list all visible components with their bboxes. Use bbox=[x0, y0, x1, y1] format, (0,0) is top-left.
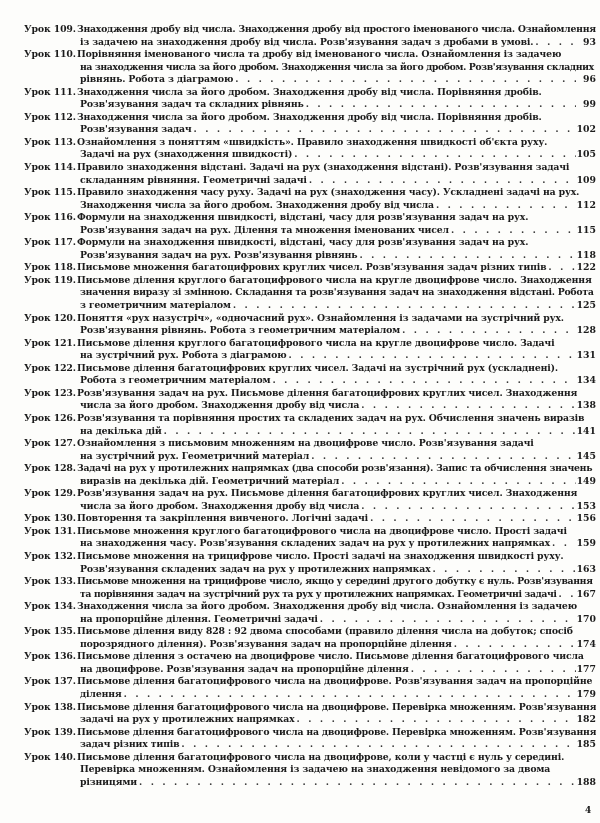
title-last-line bbox=[77, 375, 596, 388]
toc-entry bbox=[24, 338, 596, 363]
page-ref: 167 bbox=[576, 588, 596, 600]
title-last-line bbox=[77, 589, 596, 602]
title-last-line bbox=[77, 739, 596, 752]
title-line: Письмове ділення багатоцифрового числа на двоцифрове. Перевірка множенням. Розв'язування bbox=[77, 726, 596, 738]
lesson-label: Урок 126. bbox=[24, 412, 76, 424]
dot-leader bbox=[270, 375, 576, 388]
title-last-line bbox=[77, 513, 596, 526]
title-line: Розв'язування задач на рух. Письмове ділення багатоцифрових круглих чисел. Знаходження bbox=[77, 387, 578, 399]
toc-entry bbox=[24, 87, 596, 112]
lesson-title bbox=[77, 275, 596, 313]
lesson-title bbox=[77, 752, 596, 790]
dot-leader bbox=[368, 513, 576, 526]
lesson-title bbox=[77, 727, 596, 752]
title-last-line bbox=[77, 225, 596, 238]
dot-leader bbox=[449, 225, 576, 238]
title-line: задачі на рух у протилежних напрямках bbox=[80, 714, 295, 726]
title-last-line bbox=[77, 639, 596, 652]
title-line: Перевірка множенням. Ознайомлення із задачею на знаходження невідомого за двома bbox=[80, 764, 551, 776]
lesson-title bbox=[77, 24, 596, 49]
title-line: Поняття «рух назустріч», «одночасний рух». Ознайомлення із задачами на зустрічний рух. bbox=[77, 312, 564, 324]
page-ref: 128 bbox=[576, 325, 596, 337]
dot-leader bbox=[533, 37, 576, 50]
page-ref: 141 bbox=[576, 425, 596, 437]
dot-leader bbox=[295, 714, 576, 727]
lesson-label: Урок 139. bbox=[24, 726, 76, 738]
title-last-line bbox=[77, 538, 596, 551]
dot-leader bbox=[192, 124, 576, 137]
title-line: Ознайомлення з письмовим множенням на двоцифрове число. Розв'язування задачі bbox=[77, 438, 534, 450]
page-ref: 149 bbox=[576, 475, 596, 487]
lesson-label: Урок 135. bbox=[24, 626, 76, 638]
dot-leader bbox=[137, 777, 576, 790]
title-line: на зустрічний рух. Геометричний матеріал bbox=[80, 450, 310, 462]
lesson-title bbox=[77, 112, 596, 137]
page-ref: 96 bbox=[583, 74, 596, 86]
title-line: на знаходження числа за його дробом. Знаходження числа за його дробом. Розв'язування складних bbox=[80, 61, 594, 73]
title-last-line bbox=[77, 777, 596, 790]
lesson-label: Урок 117. bbox=[24, 237, 76, 249]
title-line: із задачею на знаходження дробу від числа. Розв'язування задач з дробами в умові. bbox=[80, 36, 534, 48]
dot-leader bbox=[431, 564, 577, 577]
page-ref: 145 bbox=[576, 450, 596, 462]
lesson-label: Урок 140. bbox=[24, 751, 76, 763]
toc-entry bbox=[24, 137, 596, 162]
lesson-title bbox=[77, 413, 596, 438]
page-number: 4 bbox=[585, 806, 592, 816]
title-last-line bbox=[77, 426, 596, 439]
dot-leader bbox=[452, 639, 576, 652]
page-ref: 105 bbox=[576, 149, 596, 161]
toc-entry bbox=[24, 388, 596, 413]
lesson-label: Урок 121. bbox=[24, 337, 76, 349]
page-ref: 163 bbox=[576, 563, 596, 575]
toc-entry bbox=[24, 112, 596, 137]
title-line: Письмове ділення круглого багатоцифрового числа на кругле двоцифрове число. Знаходження bbox=[77, 274, 592, 286]
page-ref: 134 bbox=[576, 375, 596, 387]
title-line: різницями bbox=[80, 776, 138, 788]
page-ref: 112 bbox=[576, 199, 596, 211]
title-line: Розв'язування задач на рух. Ділення та множення іменованих чисел bbox=[80, 224, 449, 236]
lesson-label: Урок 138. bbox=[24, 701, 76, 713]
title-last-line bbox=[77, 400, 596, 413]
page-ref: 188 bbox=[576, 776, 596, 788]
page-ref: 118 bbox=[576, 249, 596, 261]
toc-entry bbox=[24, 24, 596, 49]
lesson-title bbox=[77, 388, 596, 413]
title-line: Письмове ділення багатоцифрового числа на двоцифрове. Перевірка множенням. Розв'язування bbox=[77, 701, 596, 713]
lesson-label: Урок 118. bbox=[24, 262, 76, 274]
page-ref: 177 bbox=[576, 663, 596, 675]
lesson-title bbox=[77, 162, 596, 187]
lesson-label: Урок 110. bbox=[24, 49, 76, 61]
toc-entry bbox=[24, 513, 596, 526]
toc-entry bbox=[24, 752, 596, 790]
title-line: Ознайомлення з поняттям «швидкість». Правило знаходження швидкості об'єкта руху. bbox=[77, 136, 548, 148]
page-ref: 122 bbox=[576, 262, 596, 274]
title-last-line bbox=[77, 37, 596, 50]
page-ref: 179 bbox=[576, 688, 596, 700]
page-ref: 138 bbox=[576, 400, 596, 412]
title-last-line bbox=[77, 564, 596, 577]
title-line: порозрядного ділення). Розв'язування задач на пропорційне ділення bbox=[80, 638, 452, 650]
title-line: на пропорційне ділення. Геометричні задачі bbox=[80, 613, 318, 625]
title-line: на двоцифрове. Розв'язування задач на пропорційне ділення bbox=[80, 663, 409, 675]
title-line: Розв'язування рівнянь. Робота з геометричним матеріалом bbox=[80, 325, 401, 337]
title-line: Письмове ділення багатоцифрового числа на двоцифрове. Розв'язування задач на пропорційне bbox=[77, 676, 593, 688]
dot-leader bbox=[359, 400, 576, 413]
dot-leader bbox=[557, 589, 576, 602]
toc-entry bbox=[24, 237, 596, 262]
page-ref: 109 bbox=[576, 174, 596, 186]
lesson-title bbox=[77, 187, 596, 212]
dot-leader bbox=[409, 664, 576, 677]
toc-entry bbox=[24, 162, 596, 187]
title-line: Розв'язування задач та складних рівнянь bbox=[80, 99, 304, 111]
lesson-title bbox=[77, 551, 596, 576]
page-ref: 115 bbox=[576, 224, 596, 236]
lesson-label: Урок 129. bbox=[24, 488, 76, 500]
toc-entry bbox=[24, 676, 596, 701]
page-ref: 174 bbox=[576, 638, 596, 650]
title-line: Знаходження числа за його дробом. Знаходження дробу від числа bbox=[80, 199, 434, 211]
title-line: Розв'язування складених задач на рух у протилежних напрямках bbox=[80, 563, 431, 575]
title-line: Розв'язування задач на рух. Розв'язування рівнянь bbox=[80, 249, 358, 261]
title-line: на зустрічний рух. Робота з діаграмою bbox=[80, 350, 287, 362]
title-line: на декілька дій bbox=[80, 425, 162, 437]
title-last-line bbox=[77, 476, 596, 489]
lesson-label: Урок 120. bbox=[24, 312, 76, 324]
toc-entry bbox=[24, 313, 596, 338]
toc-entry bbox=[24, 438, 596, 463]
lesson-title bbox=[77, 488, 596, 513]
title-line: Формули на знаходження швидкості, відстані, часу для розв'язування задач на рух. bbox=[77, 237, 529, 249]
title-line: Письмове множення на трицифрове число, якщо у середині другого добутку є нуль. Розв'язування bbox=[77, 576, 593, 588]
lesson-title bbox=[77, 601, 596, 626]
title-last-line bbox=[77, 175, 596, 188]
page-ref: 125 bbox=[576, 300, 596, 312]
title-line: Формули на знаходження швидкості, відстані, часу для розв'язування задач на рух. bbox=[77, 212, 529, 224]
page-ref: 170 bbox=[576, 613, 596, 625]
lesson-title bbox=[77, 262, 596, 275]
title-last-line bbox=[77, 99, 596, 112]
lesson-title bbox=[77, 137, 596, 162]
lesson-title bbox=[77, 651, 596, 676]
lesson-title bbox=[77, 237, 596, 262]
lesson-label: Урок 130. bbox=[24, 513, 76, 525]
lesson-label: Урок 137. bbox=[24, 676, 76, 688]
toc-entry bbox=[24, 363, 596, 388]
dot-leader bbox=[400, 325, 576, 338]
lesson-title bbox=[77, 212, 596, 237]
lesson-label: Урок 109. bbox=[24, 24, 76, 35]
dot-leader bbox=[309, 451, 576, 464]
toc-entry bbox=[24, 212, 596, 237]
toc-entry bbox=[24, 488, 596, 513]
toc-entry bbox=[24, 727, 596, 752]
toc-entry bbox=[24, 626, 596, 651]
title-last-line bbox=[77, 262, 596, 275]
title-line: Письмове ділення багатоцифрових круглих чисел. Задачі на зустрічний рух (ускладнені). bbox=[77, 362, 558, 374]
page-ref: 185 bbox=[576, 739, 596, 751]
dot-leader bbox=[233, 74, 576, 87]
lesson-label: Урок 111. bbox=[24, 86, 76, 98]
title-line: з геометричним матеріалом bbox=[80, 300, 231, 312]
title-line: задач різних типів bbox=[80, 739, 180, 751]
lesson-label: Урок 131. bbox=[24, 525, 76, 537]
lesson-title bbox=[77, 576, 596, 601]
title-line: Письмове ділення з остачею на двоцифрове число. Письмове ділення багатоцифрового числа bbox=[77, 651, 584, 663]
toc-entry bbox=[24, 702, 596, 727]
title-line: Письмове множення багатоцифрових круглих чисел. Розв'язування задач різних типів bbox=[77, 262, 547, 274]
page-ref: 153 bbox=[576, 500, 596, 512]
title-line: Знаходження числа за його дробом. Знаходження дробу від числа. Порівняння дробів. bbox=[77, 86, 542, 98]
title-last-line bbox=[77, 689, 596, 702]
title-line: складанням рівняння. Геометричні задачі bbox=[80, 174, 307, 186]
dot-leader bbox=[546, 262, 576, 275]
title-line: Правило знаходження відстані. Задачі на рух (знаходження відстані). Розв'язування задачі bbox=[77, 162, 570, 174]
lesson-title bbox=[77, 87, 596, 112]
lesson-title bbox=[77, 676, 596, 701]
lesson-label: Урок 136. bbox=[24, 651, 76, 663]
title-last-line bbox=[77, 124, 596, 137]
page-ref: 102 bbox=[576, 124, 596, 136]
dot-leader bbox=[318, 614, 576, 627]
lesson-title bbox=[77, 313, 596, 338]
title-last-line bbox=[77, 501, 596, 514]
title-last-line bbox=[77, 250, 596, 263]
lesson-label: Урок 116. bbox=[24, 212, 76, 224]
title-line: Повторення та закріплення вивченого. Логічні задачі bbox=[77, 513, 369, 525]
title-last-line bbox=[77, 451, 596, 464]
toc-entry bbox=[24, 576, 596, 601]
page-ref: 156 bbox=[576, 513, 596, 525]
lesson-title bbox=[77, 626, 596, 651]
dot-leader bbox=[304, 99, 576, 112]
lesson-label: Урок 133. bbox=[24, 576, 76, 588]
dot-leader bbox=[550, 538, 576, 551]
lesson-label: Урок 113. bbox=[24, 136, 76, 148]
dot-leader bbox=[307, 175, 576, 188]
lesson-title bbox=[77, 463, 596, 488]
title-line: Письмове ділення виду 828 : 92 двома способами (правило ділення числа на добуток; спосіб bbox=[77, 626, 573, 638]
title-last-line bbox=[77, 614, 596, 627]
toc-entry bbox=[24, 275, 596, 313]
page-ref: 99 bbox=[583, 99, 596, 111]
lesson-label: Урок 122. bbox=[24, 362, 76, 374]
dot-leader bbox=[357, 250, 576, 263]
title-line: ділення bbox=[80, 688, 122, 700]
title-line: Розв'язування задач на рух. Письмове ділення багатоцифрових круглих чисел. Знаходження bbox=[77, 488, 578, 500]
title-line: Порівняння іменованого числа та дробу від іменованого числа. Ознайомлення із задачею bbox=[77, 49, 562, 61]
title-line: Знаходження числа за його дробом. Знаходження дробу від числа. Порівняння дробів. bbox=[77, 111, 542, 123]
title-last-line bbox=[77, 325, 596, 338]
title-line: Розв'язування задач bbox=[80, 124, 192, 136]
lesson-title bbox=[77, 702, 596, 727]
lesson-title bbox=[77, 526, 596, 551]
lesson-label: Урок 123. bbox=[24, 387, 76, 399]
title-last-line bbox=[77, 350, 596, 363]
title-line: Письмове множення на трицифрове число. Прості задачі на знаходження швидкості руху. bbox=[77, 550, 564, 562]
lesson-title bbox=[77, 49, 596, 87]
dot-leader bbox=[231, 300, 576, 313]
toc-entry bbox=[24, 526, 596, 551]
title-line: значення виразу зі змінною. Складання та розв'язування задач на знаходження відстані. Робота bbox=[80, 287, 594, 299]
title-last-line bbox=[77, 74, 596, 87]
title-line: Робота з геометричним матеріалом bbox=[80, 375, 271, 387]
lesson-title bbox=[77, 363, 596, 388]
title-line: Розв'язування та порівняння простих та складених задач на рух. Обчислення значень виразів bbox=[77, 412, 585, 424]
toc-entry bbox=[24, 463, 596, 488]
title-line: числа за його дробом. Знаходження дробу від числа bbox=[80, 500, 360, 512]
lesson-label: Урок 114. bbox=[24, 162, 76, 174]
dot-leader bbox=[122, 689, 576, 702]
title-line: Письмове ділення багатоцифрового числа на двоцифрове, коли у частці є нуль у середині. bbox=[77, 751, 565, 763]
dot-leader bbox=[339, 476, 576, 489]
page-ref: 93 bbox=[583, 36, 596, 48]
lesson-title bbox=[77, 438, 596, 463]
title-line: Письмове множення круглого багатоцифрового числа на двоцифрове число. Прості задачі bbox=[77, 525, 567, 537]
dot-leader bbox=[434, 200, 576, 213]
lesson-title bbox=[77, 338, 596, 363]
toc-entry bbox=[24, 49, 596, 87]
title-line: рівнянь. Робота з діаграмою bbox=[80, 74, 234, 86]
toc-entry bbox=[24, 413, 596, 438]
title-line: Правило знаходження часу руху. Задачі на рух (знаходження часу). Ускладнені задачі на рух. bbox=[77, 187, 580, 199]
title-line: Знаходження числа за його дробом. Знаходження дробу від числа. Ознайомлення із задачею bbox=[77, 601, 578, 613]
title-last-line bbox=[77, 200, 596, 213]
title-last-line bbox=[77, 714, 596, 727]
page-ref: 131 bbox=[576, 350, 596, 362]
page-ref: 182 bbox=[576, 714, 596, 726]
lesson-label: Урок 112. bbox=[24, 111, 76, 123]
toc-entry bbox=[24, 187, 596, 212]
lesson-label: Урок 127. bbox=[24, 438, 76, 450]
title-line: Задачі на рух у протилежних напрямках (два способи розв'язання). Запис та обчислення значень bbox=[77, 463, 593, 475]
lesson-title bbox=[77, 513, 596, 526]
lesson-label: Урок 128. bbox=[24, 463, 76, 475]
lesson-label: Урок 119. bbox=[24, 274, 76, 286]
title-line: Знаходження дробу від числа. Знаходження дробу від простого іменованого числа. Ознайомлення bbox=[77, 24, 596, 35]
title-last-line bbox=[77, 664, 596, 677]
title-line: Письмове ділення круглого багатоцифрового числа на кругле двоцифрове число. Задачі bbox=[77, 337, 555, 349]
dot-leader bbox=[162, 426, 576, 439]
toc-entry bbox=[24, 551, 596, 576]
title-last-line bbox=[77, 149, 596, 162]
title-last-line bbox=[77, 300, 596, 313]
title-line: та порівняння задач на зустрічний рух та рух у протилежних напрямках. Геометричні задачі bbox=[80, 588, 557, 600]
lesson-label: Урок 134. bbox=[24, 601, 76, 613]
toc-entry bbox=[24, 262, 596, 275]
table-of-contents bbox=[24, 24, 596, 789]
title-line: на знаходження часу. Розв'язування складених задач на рух у протилежних напрямках bbox=[80, 538, 551, 550]
dot-leader bbox=[359, 501, 576, 514]
lesson-label: Урок 132. bbox=[24, 550, 76, 562]
dot-leader bbox=[292, 149, 576, 162]
toc-entry bbox=[24, 601, 596, 626]
title-line: виразів на декілька дій. Геометричний матеріал bbox=[80, 475, 340, 487]
lesson-label: Урок 115. bbox=[24, 187, 76, 199]
toc-entry bbox=[24, 651, 596, 676]
dot-leader bbox=[179, 739, 576, 752]
title-line: Задачі на рух (знаходження швидкості) bbox=[80, 149, 293, 161]
page-ref: 159 bbox=[576, 538, 596, 550]
title-line: числа за його дробом. Знаходження дробу від числа bbox=[80, 400, 360, 412]
dot-leader bbox=[287, 350, 576, 363]
